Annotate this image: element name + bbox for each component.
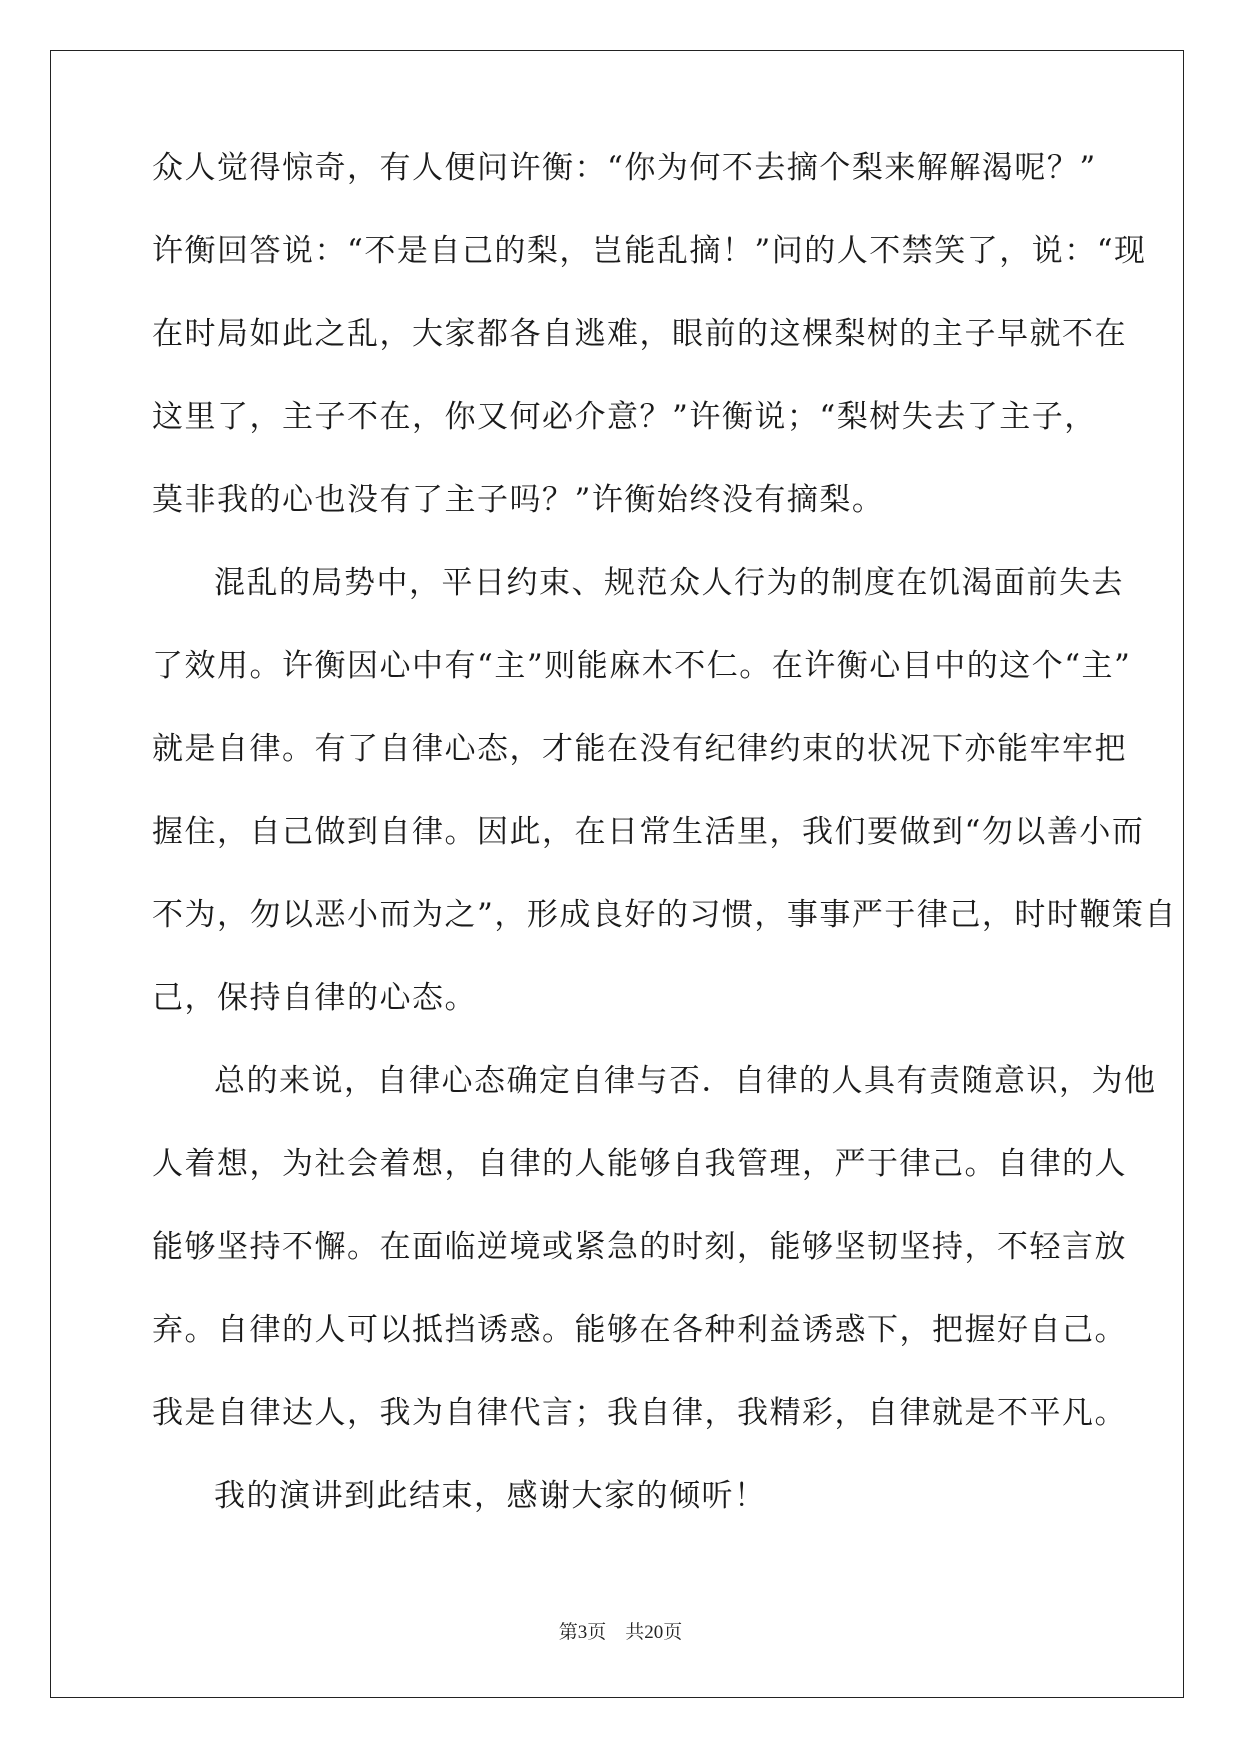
paragraph-start-line: 我的演讲到此结束，感谢大家的倾听！ — [214, 1478, 767, 1514]
text-line: 就是自律。有了自律心态，才能在没有纪律约束的状况下亦能牢牢把 — [152, 731, 1127, 767]
text-line: 许衡回答说：“不是自己的梨，岂能乱摘！”问的人不禁笑了，说：“现 — [152, 233, 1147, 269]
text-line: 莫非我的心也没有了主子吗？”许衡始终没有摘梨。 — [152, 482, 885, 518]
page-number-footer: 第3页 共20页 — [558, 1622, 683, 1643]
text-line: 人着想，为社会着想，自律的人能够自我管理，严于律己。自律的人 — [152, 1146, 1127, 1182]
text-line: 弃。自律的人可以抵挡诱惑。能够在各种利益诱惑下，把握好自己。 — [152, 1312, 1127, 1348]
text-line: 众人觉得惊奇，有人便问许衡：“你为何不去摘个梨来解解渴呢？” — [152, 150, 1097, 186]
page-border — [50, 50, 1184, 1698]
text-line: 握住，自己做到自律。因此，在日常生活里，我们要做到“勿以善小而 — [152, 814, 1145, 850]
text-line: 能够坚持不懈。在面临逆境或紧急的时刻，能够坚韧坚持，不轻言放 — [152, 1229, 1127, 1265]
text-line: 这里了，主子不在，你又何必介意？”许衡说；“梨树失去了主子， — [152, 399, 1097, 435]
text-line: 了效用。许衡因心中有“主”则能麻木不仁。在许衡心目中的这个“主” — [152, 648, 1132, 684]
text-line: 我是自律达人，我为自律代言；我自律，我精彩，自律就是不平凡。 — [152, 1395, 1127, 1431]
paragraph-start-line: 总的来说，自律心态确定自律与否．自律的人具有责随意识，为他 — [214, 1063, 1157, 1099]
text-line: 在时局如此之乱，大家都各自逃难，眼前的这棵梨树的主子早就不在 — [152, 316, 1127, 352]
text-line: 己，保持自律的心态。 — [152, 980, 477, 1016]
paragraph-start-line: 混乱的局势中，平日约束、规范众人行为的制度在饥渴面前失去 — [214, 565, 1124, 601]
text-line: 不为，勿以恶小而为之”，形成良好的习惯，事事严于律己，时时鞭策自 — [152, 897, 1177, 933]
